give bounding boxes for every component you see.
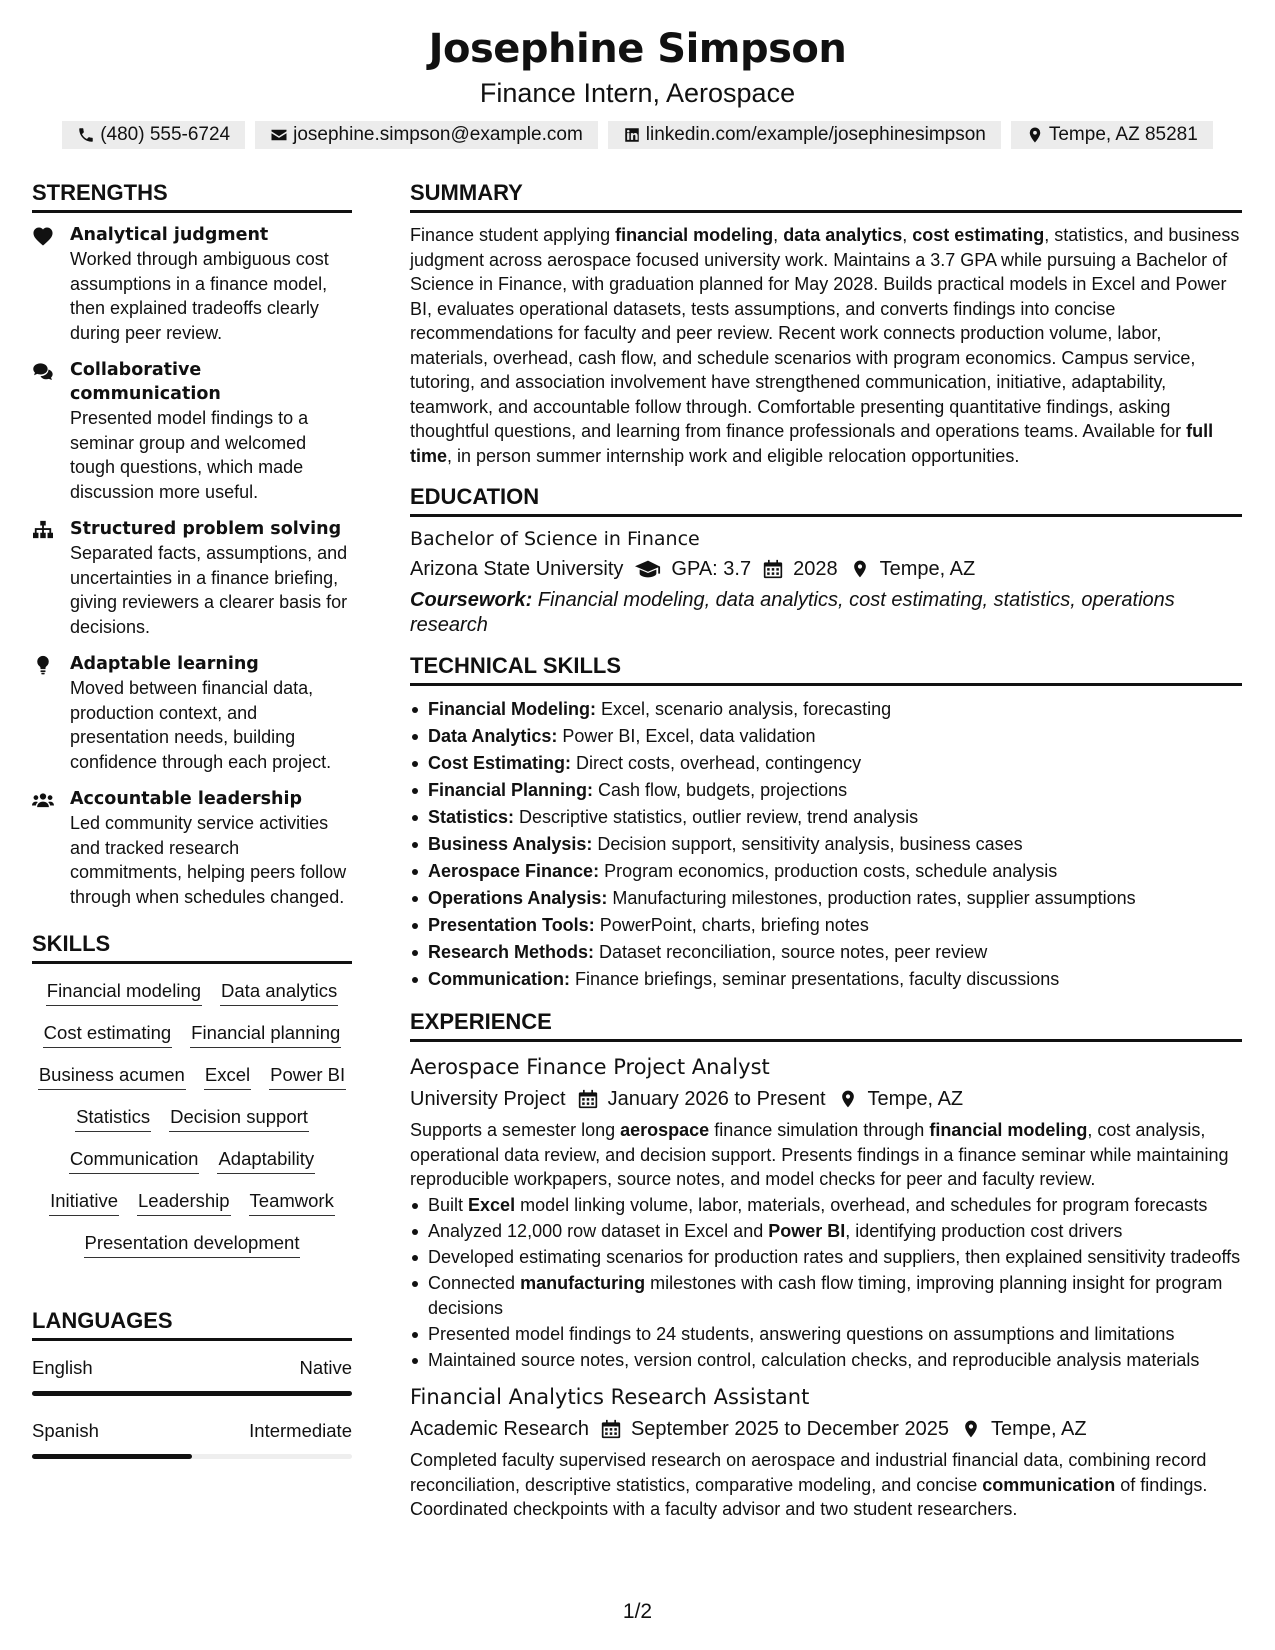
- phone-icon: [77, 126, 95, 144]
- skill-tag: Presentation development: [84, 1230, 301, 1258]
- contact-location-text: Tempe, AZ 85281: [1048, 124, 1198, 145]
- coursework-label: Coursework:: [410, 589, 533, 611]
- candidate-name: Josephine Simpson: [428, 26, 847, 72]
- list-item: Financial Modeling: Excel, scenario analysis, forecasting: [410, 696, 1242, 723]
- heart-icon: [32, 226, 54, 246]
- left-column: [32, 178, 352, 1459]
- list-item: Research Methods: Dataset reconciliation, source notes, peer review: [410, 939, 1242, 966]
- language-level: Intermediate: [249, 1420, 352, 1441]
- strength-desc: Moved between financial data, production context, and presentation needs, building confidence through each project.: [70, 678, 332, 772]
- lightbulb-icon: [32, 655, 54, 675]
- strength-desc: Worked through ambiguous cost assumptions in a finance model, then explained tradeoffs clearly during peer review.: [70, 249, 329, 343]
- strength-desc: Presented model findings to a seminar group and welcomed tough questions, which made discussion more useful.: [70, 408, 309, 502]
- envelope-icon: [270, 126, 288, 144]
- strength-title: Accountable leadership: [70, 789, 302, 809]
- job-org: University Project: [410, 1088, 566, 1110]
- sitemap-icon: [32, 520, 54, 540]
- job-title: Aerospace Finance Project Analyst: [410, 1055, 770, 1079]
- contact-linkedin-text: linkedin.com/example/josephinesimpson: [645, 124, 986, 145]
- job-location: Tempe, AZ: [867, 1088, 964, 1110]
- skill-tag: Teamwork: [249, 1188, 335, 1216]
- map-pin-icon: [1026, 126, 1044, 144]
- strength-item: [32, 517, 352, 639]
- language-name: Spanish: [32, 1420, 99, 1441]
- skill-tag: Financial modeling: [46, 978, 202, 1006]
- candidate-title: Finance Intern, Aerospace: [479, 78, 796, 108]
- strength-item: [32, 358, 352, 504]
- calendar-icon: [763, 559, 783, 579]
- list-item: Built Excel model linking volume, labor, materials, overhead, and schedules for program forecasts: [410, 1193, 1242, 1218]
- skill-tag: Decision support: [169, 1104, 309, 1132]
- language-item: [32, 1418, 352, 1459]
- language-level: Native: [299, 1357, 352, 1378]
- job-entry: [410, 1052, 1242, 1372]
- skill-tag: Excel: [204, 1062, 251, 1090]
- comments-icon: [32, 361, 54, 381]
- coursework-list: Financial modeling, data analytics, cost estimating, statistics, operations research: [410, 589, 1175, 636]
- job-dates: September 2025 to December 2025: [630, 1418, 949, 1440]
- technical-skills-heading: TECHNICAL SKILLS: [410, 651, 1242, 686]
- list-item: Operations Analysis: Manufacturing milestones, production rates, supplier assumptions: [410, 885, 1242, 912]
- education-location: Tempe, AZ: [879, 558, 976, 580]
- skill-tag: Business acumen: [38, 1062, 186, 1090]
- list-item: Statistics: Descriptive statistics, outlier review, trend analysis: [410, 804, 1242, 831]
- calendar-icon: [601, 1419, 621, 1439]
- contact-location: [1011, 121, 1213, 149]
- contact-linkedin[interactable]: [608, 121, 1001, 149]
- list-item: Aerospace Finance: Program economics, production costs, schedule analysis: [410, 858, 1242, 885]
- languages-heading: LANGUAGES: [32, 1306, 352, 1341]
- degree-name: Bachelor of Science in Finance: [410, 528, 700, 550]
- job-entry: [410, 1382, 1242, 1522]
- list-item: Presented model findings to 24 students, answering questions on assumptions and limitations: [410, 1322, 1242, 1347]
- list-item: Maintained source notes, version control, calculation checks, and reproducible analysis materials: [410, 1348, 1242, 1373]
- skill-tag: Statistics: [75, 1104, 151, 1132]
- graduation-cap-icon: [635, 559, 661, 579]
- page-number: 1/2: [622, 1600, 653, 1623]
- map-pin-icon: [850, 559, 870, 579]
- list-item: Cost Estimating: Direct costs, overhead, contingency: [410, 750, 1242, 777]
- linkedin-icon: [623, 126, 641, 144]
- strength-title: Structured problem solving: [70, 519, 342, 539]
- list-item: Connected manufacturing milestones with cash flow timing, improving planning insight for program decisions: [410, 1271, 1242, 1320]
- job-description: Completed faculty supervised research on aerospace and industrial financial data, combining record reconciliation, descriptive statistics, comparative modeling, and concise communication of findings. Coordinated checkpoints with a faculty advisor and two student researchers.: [410, 1450, 1208, 1519]
- list-item: Financial Planning: Cash flow, budgets, projections: [410, 777, 1242, 804]
- coursework: [410, 588, 1242, 637]
- job-meta: [410, 1414, 1242, 1444]
- contact-email-text: josephine.simpson@example.com: [293, 124, 583, 145]
- users-icon: [32, 790, 54, 810]
- job-description: Supports a semester long aerospace finance simulation through financial modeling, cost analysis, operational data review, and decision support. Presents findings in a finance seminar while maintaining reproducible workpapers, source notes, and model checks for peer and faculty review.: [410, 1120, 1229, 1189]
- gpa: GPA: 3.7: [671, 558, 752, 580]
- job-org: Academic Research: [410, 1418, 589, 1440]
- language-item: [32, 1355, 352, 1396]
- language-proficiency-fill: [32, 1391, 352, 1396]
- strength-item: [32, 652, 352, 774]
- strength-desc: Led community service activities and tracked research commitments, helping peers follow through when schedules changed.: [70, 813, 347, 907]
- skill-tag: Adaptability: [217, 1146, 315, 1174]
- list-item: Analyzed 12,000 row dataset in Excel and Power BI, identifying production cost drivers: [410, 1219, 1242, 1244]
- contact-email[interactable]: [255, 121, 598, 149]
- summary-text: Finance student applying financial modeling, data analytics, cost estimating, statistics, and business judgment across aerospace focused university work. Maintains a 3.7 GPA while pursuing a Bachelor of Science in Finance, with graduation planned for May 2028. Builds practical models in Excel and Power BI, evaluates operational datasets, tests assumptions, and converts findings into concise recommendations for faculty and peer review. Recent work connects production volume, labor, materials, overhead, cash flow, and schedule scenarios with program economics. Campus service, tutoring, and association involvement have strengthened communication, initiative, adaptability, teamwork, and accountable follow through. Comfortable presenting quantitative findings, asking thoughtful questions, and learning from finance professionals and operations teams. Available for full time, in person summer internship work and eligible relocation opportunities.: [410, 225, 1240, 466]
- job-title: Financial Analytics Research Assistant: [410, 1385, 810, 1409]
- list-item: Data Analytics: Power BI, Excel, data validation: [410, 723, 1242, 750]
- skill-tag: Data analytics: [220, 978, 338, 1006]
- language-proficiency-bar: [32, 1391, 352, 1396]
- contact-bar: [0, 121, 1275, 149]
- job-bullets: [410, 1193, 1242, 1372]
- strength-title: Collaborative communication: [70, 360, 221, 404]
- contact-phone-text: (480) 555-6724: [100, 124, 231, 145]
- experience-heading: EXPERIENCE: [410, 1007, 1242, 1042]
- map-pin-icon: [961, 1419, 981, 1439]
- language-proficiency-bar: [32, 1454, 352, 1459]
- technical-skills-list: [410, 696, 1242, 993]
- right-column: [410, 178, 1242, 1522]
- strength-title: Adaptable learning: [70, 654, 259, 674]
- skill-tag: Cost estimating: [43, 1020, 173, 1048]
- contact-phone[interactable]: [62, 121, 245, 149]
- skills-tag-list: [32, 974, 352, 1258]
- strength-title: Analytical judgment: [70, 225, 269, 245]
- list-item: Presentation Tools: PowerPoint, charts, briefing notes: [410, 912, 1242, 939]
- skill-tag: Financial planning: [190, 1020, 341, 1048]
- list-item: Developed estimating scenarios for production rates and suppliers, then explained sensitivity tradeoffs: [410, 1245, 1242, 1270]
- skill-tag: Leadership: [137, 1188, 231, 1216]
- education-heading: EDUCATION: [410, 482, 1242, 517]
- skill-tag: Communication: [69, 1146, 200, 1174]
- language-name: English: [32, 1357, 93, 1378]
- strength-item: [32, 223, 352, 345]
- resume-header: [0, 24, 1275, 149]
- education-meta: [410, 554, 1242, 584]
- skill-tag: Power BI: [269, 1062, 346, 1090]
- summary-heading: SUMMARY: [410, 178, 1242, 213]
- list-item: Business Analysis: Decision support, sensitivity analysis, business cases: [410, 831, 1242, 858]
- graduation-year: 2028: [793, 558, 838, 580]
- skill-tag: Initiative: [49, 1188, 119, 1216]
- strength-desc: Separated facts, assumptions, and uncertainties in a finance briefing, giving reviewers a clearer basis for decisions.: [70, 543, 348, 637]
- strength-item: [32, 787, 352, 909]
- job-dates: January 2026 to Present: [607, 1088, 826, 1110]
- job-location: Tempe, AZ: [990, 1418, 1087, 1440]
- strengths-heading: STRENGTHS: [32, 178, 352, 213]
- list-item: Communication: Finance briefings, seminar presentations, faculty discussions: [410, 966, 1242, 993]
- map-pin-icon: [838, 1089, 858, 1109]
- calendar-icon: [578, 1089, 598, 1109]
- language-proficiency-fill: [32, 1454, 192, 1459]
- job-meta: [410, 1084, 1242, 1114]
- school-name: Arizona State University: [410, 558, 624, 580]
- skills-heading: SKILLS: [32, 929, 352, 964]
